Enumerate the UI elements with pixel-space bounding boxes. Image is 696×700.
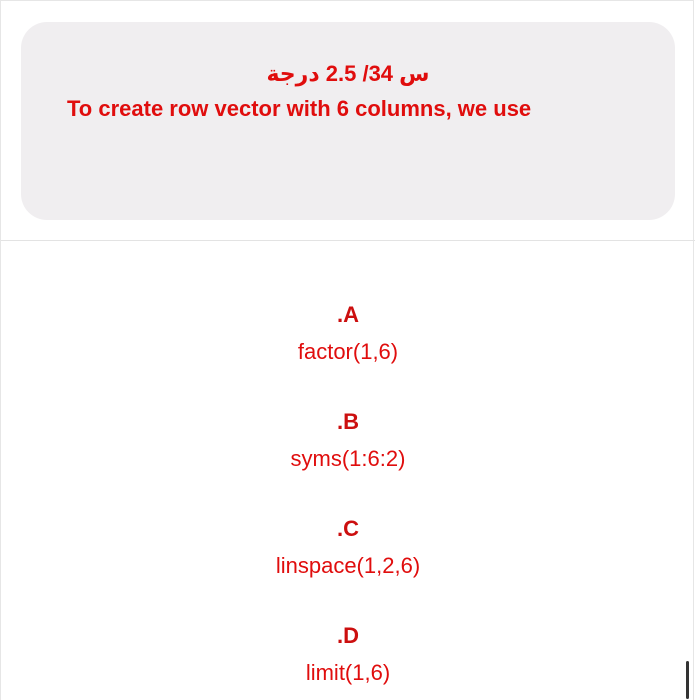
question-text: To create row vector with 6 columns, we use: [67, 96, 532, 121]
question-card: [21, 22, 675, 220]
option-c-text: linspace(1,2,6): [275, 553, 421, 578]
option-d-text: limit(1,6): [305, 660, 391, 685]
option-b-letter: .B: [337, 409, 359, 434]
section-divider: [1, 240, 695, 241]
scrollbar[interactable]: [686, 661, 689, 699]
option-c[interactable]: [1, 515, 695, 581]
option-a[interactable]: [1, 301, 695, 367]
option-d[interactable]: [1, 622, 695, 688]
option-a-text: factor(1,6): [297, 339, 399, 364]
option-c-letter: .C: [337, 516, 359, 541]
option-d-letter: .D: [337, 623, 359, 648]
option-b[interactable]: [1, 408, 695, 474]
option-b-text: syms(1:6:2): [290, 446, 406, 471]
question-number-and-points: س 34/ 2.5 درجة: [266, 61, 430, 86]
option-a-letter: .A: [337, 302, 359, 327]
